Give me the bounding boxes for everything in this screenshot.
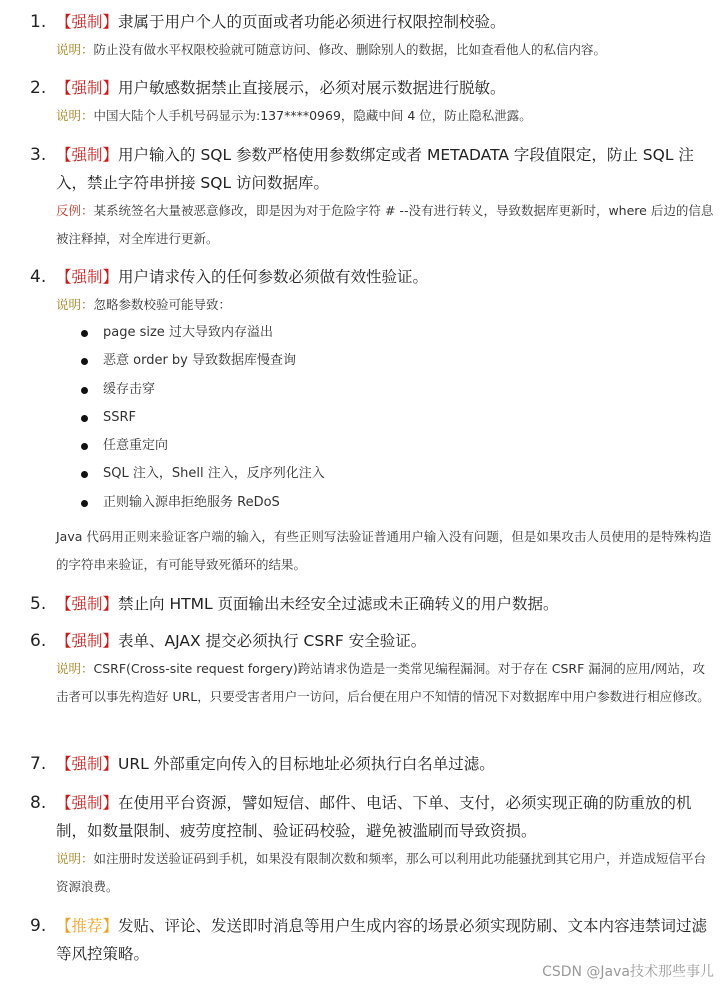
rule-text [56,141,714,197]
list-item: SSRF [78,404,714,432]
note-label: 说明： [56,297,94,312]
rule-item-1 [30,8,714,64]
note-text: CSRF(Cross-site request forgery)跨站请求伪造是一类常见编程漏洞。对于存在 CSRF 漏洞的应用/网站，攻击者可以事先构造好 URL，只要受害者用户一访问，后台便在用户不知情的情况下对数据库中用户参数进行相应修改。 [56,661,710,704]
rule-item-8 [30,789,714,901]
rule-text [56,74,714,102]
rule-item-9 [30,912,714,968]
bullet-list [78,319,714,517]
list-item: 任意重定向 [78,432,714,460]
mandatory-tag: 【强制】 [56,79,119,97]
recommended-tag: 【推荐】 [56,917,119,935]
mandatory-tag: 【强制】 [56,268,119,286]
rule-item-2 [30,74,714,130]
mandatory-tag: 【强制】 [56,755,119,773]
rule-text [56,263,714,291]
csdn-watermark: CSDN @Java技术那些事儿 [542,964,714,980]
rule-body: 用户请求传入的任何参数必须做有效性验证。 [118,268,429,286]
note [56,291,714,319]
rule-body: 隶属于用户个人的页面或者功能必须进行权限控制校验。 [118,13,506,31]
rule-item-7 [30,750,714,778]
rule-text [56,627,714,655]
rule-text [56,590,714,618]
list-item: 恶意 order by 导致数据库慢查询 [78,347,714,375]
rule-body: 表单、AJAX 提交必须执行 CSRF 安全验证。 [118,632,427,650]
rule-text [56,8,714,36]
rule-item-4 [30,263,714,579]
note [56,36,714,64]
note-label: 说明： [56,661,94,676]
note-label: 说明： [56,42,94,57]
list-item: SQL 注入，Shell 注入，反序列化注入 [78,460,714,488]
note-label: 说明： [56,851,94,866]
note-text: 防止没有做水平权限校验就可随意访问、修改、删除别人的数据，比如查看他人的私信内容。 [93,42,607,57]
explanation-paragraph: Java 代码用正则来验证客户端的输入，有些正则写法验证普通用户输入没有问题，但是如果攻击人员使用的是特殊构造的字符串来验证，有可能导致死循环的结果。 [56,529,712,573]
note [56,655,714,711]
rule-body: URL 外部重定向传入的目标地址必须执行白名单过滤。 [118,755,495,773]
note-label: 说明： [56,108,94,123]
item-number: 6. [30,631,47,651]
rule-item-5 [30,590,714,618]
rule-text [56,750,714,778]
item-number: 8. [30,793,47,813]
mandatory-tag: 【强制】 [56,13,119,31]
item-number: 1. [30,12,47,32]
item-number: 9. [30,916,47,936]
item-number: 2. [30,78,47,98]
item-number: 4. [30,267,47,287]
item-number: 5. [30,594,47,614]
item-number: 3. [30,145,47,165]
rule-body: 禁止向 HTML 页面输出未经安全过滤或未正确转义的用户数据。 [118,595,559,613]
rule-body: 在使用平台资源，譬如短信、邮件、电话、下单、支付，必须实现正确的防重放的机制，如数量限制、疲劳度控制、验证码校验，避免被滥刷而导致资损。 [56,794,692,840]
rule-item-6 [30,627,714,711]
rule-item-3 [30,141,714,253]
rule-body: 用户输入的 SQL 参数严格使用参数绑定或者 METADATA 字段值限定，防止 SQL 注入，禁止字符串拼接 SQL 访问数据库。 [56,146,694,192]
mandatory-tag: 【强制】 [56,632,119,650]
item-number: 7. [30,754,47,774]
note [56,845,714,901]
note-text: 忽略参数校验可能导致： [93,297,232,312]
note [56,197,714,253]
note-text: 中国大陆个人手机号码显示为:137****0969，隐藏中间 4 位，防止隐私泄露。 [93,108,532,123]
rule-text [56,912,714,968]
note-text: 某系统签名大量被恶意修改，即是因为对于危险字符 # --没有进行转义，导致数据库更新时，where 后边的信息被注释掉，对全库进行更新。 [56,203,714,246]
mandatory-tag: 【强制】 [56,794,119,812]
rule-body: 用户敏感数据禁止直接展示，必须对展示数据进行脱敏。 [118,79,506,97]
list-item: 正则输入源串拒绝服务 ReDoS [78,489,714,517]
note [56,102,714,130]
counter-example-label: 反例： [56,203,94,218]
mandatory-tag: 【强制】 [56,146,119,164]
rule-text [56,789,714,845]
mandatory-tag: 【强制】 [56,595,119,613]
list-item: 缓存击穿 [78,376,714,404]
list-item: page size 过大导致内存溢出 [78,319,714,347]
note-text: 如注册时发送验证码到手机，如果没有限制次数和频率，那么可以利用此功能骚扰到其它用户，并造成短信平台资源浪费。 [56,851,707,894]
rule-body: 发贴、评论、发送即时消息等用户生成内容的场景必须实现防刷、文本内容违禁词过滤等风控策略。 [56,917,708,963]
